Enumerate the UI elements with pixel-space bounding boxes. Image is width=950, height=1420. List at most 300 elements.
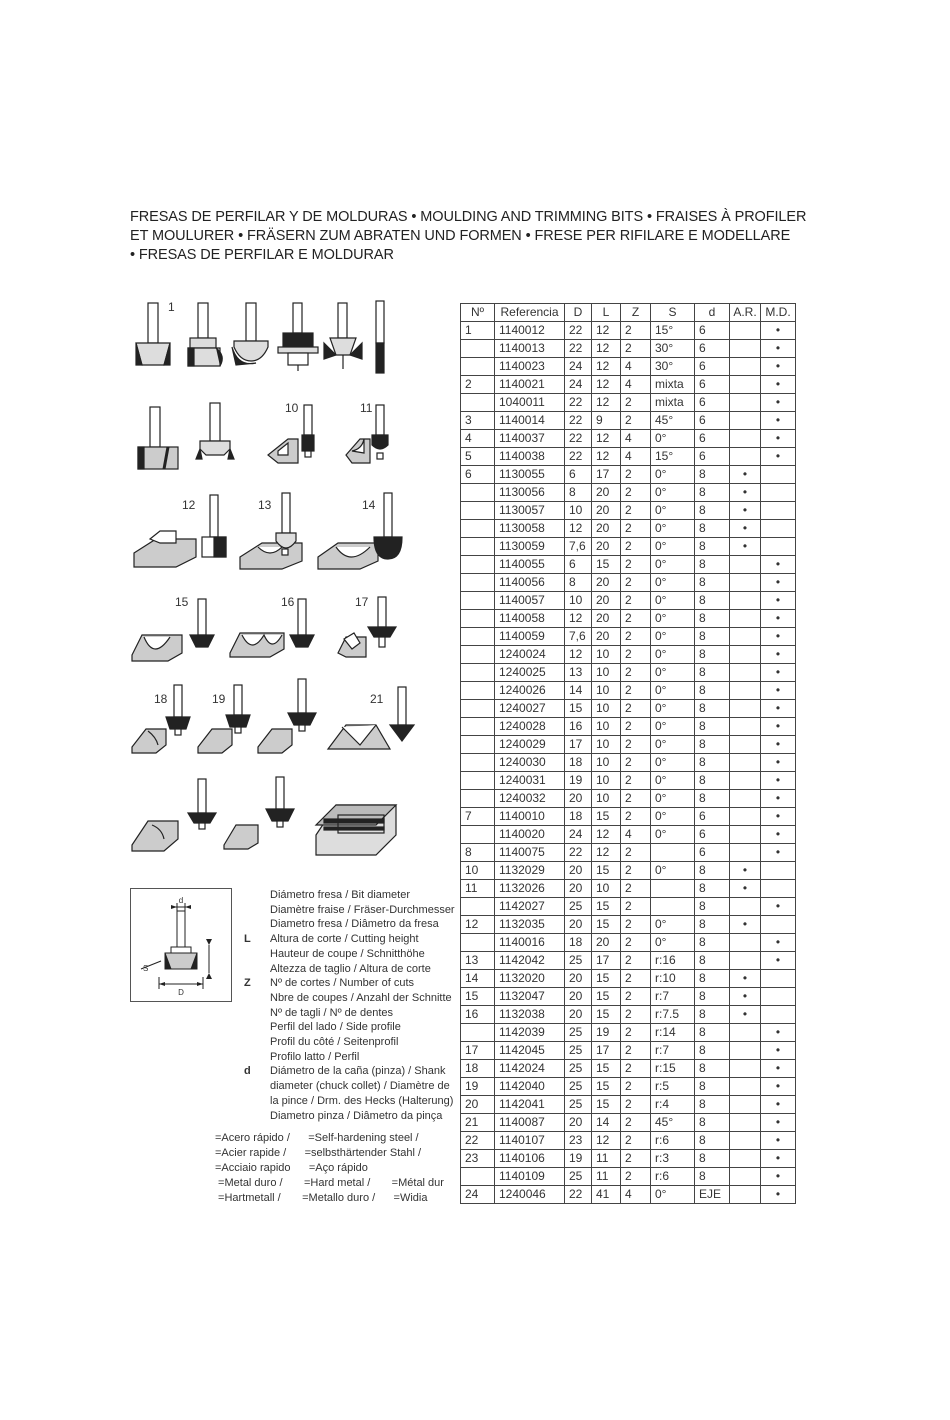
cell-ar [730, 412, 761, 430]
cell-d-diameter: 12 [565, 646, 592, 664]
cell-no: 19 [461, 1078, 495, 1096]
cell-referencia: 1140038 [495, 448, 565, 466]
cell-l: 10 [592, 664, 621, 682]
cell-shank-d: 8 [695, 484, 730, 502]
cell-ar [730, 376, 761, 394]
cell-l: 15 [592, 970, 621, 988]
cell-md: • [761, 556, 796, 574]
cell-l: 17 [592, 466, 621, 484]
cell-l: 11 [592, 1150, 621, 1168]
cell-referencia: 1140014 [495, 412, 565, 430]
figure-label-13: 13 [258, 498, 272, 512]
cell-s [651, 844, 695, 862]
cell-referencia: 1240029 [495, 736, 565, 754]
cell-s: 0° [651, 934, 695, 952]
cell-l: 10 [592, 736, 621, 754]
legend-D-line-1: Diámetro fresa / Bit diameter [270, 889, 410, 901]
cell-referencia: 1140087 [495, 1114, 565, 1132]
cell-s: 30° [651, 358, 695, 376]
cell-l: 12 [592, 448, 621, 466]
cell-s: 0° [651, 646, 695, 664]
cell-no [461, 358, 495, 376]
cell-md: • [761, 1150, 796, 1168]
cell-d-diameter: 18 [565, 934, 592, 952]
materials-legend [215, 1131, 444, 1206]
cell-referencia: 1142045 [495, 1042, 565, 1060]
cell-no: 14 [461, 970, 495, 988]
cell-l: 12 [592, 322, 621, 340]
cell-shank-d: 8 [695, 520, 730, 538]
cell-l: 10 [592, 718, 621, 736]
cell-ar [730, 1114, 761, 1132]
cell-z: 2 [621, 808, 651, 826]
cell-md: • [761, 1078, 796, 1096]
materials-line-1: =Acero rápido / =Self-hardening steel / [215, 1132, 419, 1144]
cell-l: 20 [592, 484, 621, 502]
cell-ar [730, 844, 761, 862]
cell-z: 2 [621, 484, 651, 502]
cell-shank-d: 6 [695, 844, 730, 862]
cell-z: 4 [621, 376, 651, 394]
cell-referencia: 1140021 [495, 376, 565, 394]
cell-z: 2 [621, 340, 651, 358]
cell-l: 12 [592, 358, 621, 376]
cell-s: r:3 [651, 1150, 695, 1168]
cell-no: 22 [461, 1132, 495, 1150]
cell-no: 3 [461, 412, 495, 430]
cell-d-diameter: 25 [565, 1168, 592, 1186]
table-row [461, 988, 796, 1006]
cell-md: • [761, 790, 796, 808]
cell-z: 2 [621, 952, 651, 970]
cell-md [761, 988, 796, 1006]
cell-shank-d: 8 [695, 970, 730, 988]
table-row [461, 1078, 796, 1096]
cell-d-diameter: 24 [565, 358, 592, 376]
materials-line-4: =Metal duro / =Hard metal / =Métal dur [215, 1177, 444, 1189]
cell-md [761, 1006, 796, 1024]
cell-shank-d: 8 [695, 952, 730, 970]
cell-ar [730, 556, 761, 574]
cell-z: 2 [621, 520, 651, 538]
table-row [461, 934, 796, 952]
cell-ar [730, 754, 761, 772]
cell-l: 12 [592, 376, 621, 394]
header-md: M.D. [761, 304, 796, 322]
cell-d-diameter: 7,6 [565, 628, 592, 646]
cell-shank-d: 6 [695, 412, 730, 430]
cell-s: 0° [651, 862, 695, 880]
cell-l: 20 [592, 610, 621, 628]
cell-md [761, 916, 796, 934]
table-row [461, 538, 796, 556]
legend-L-line-3: Altezza de taglio / Altura de corte [270, 962, 431, 975]
cell-md: • [761, 574, 796, 592]
key-label-s: S [143, 964, 149, 973]
cell-shank-d: 8 [695, 934, 730, 952]
cell-referencia: 1130059 [495, 538, 565, 556]
cell-shank-d: 8 [695, 700, 730, 718]
table-row [461, 970, 796, 988]
cell-shank-d: 8 [695, 754, 730, 772]
cell-l: 20 [592, 592, 621, 610]
cell-d-diameter: 20 [565, 970, 592, 988]
legend-S-line-2: Profil du côté / Seitenprofil [270, 1036, 399, 1049]
bit-1-illustration [136, 303, 170, 365]
cell-d-diameter: 23 [565, 1132, 592, 1150]
cell-s: 0° [651, 700, 695, 718]
cell-md: • [761, 934, 796, 952]
cell-md: • [761, 826, 796, 844]
title-line-2: ET MOULURER • FRÄSERN ZUM ABRATEN UND FORMEN • FRESE PER RIFILARE E MODELLARE [130, 228, 791, 244]
cell-shank-d: 8 [695, 1006, 730, 1024]
cell-l: 10 [592, 754, 621, 772]
table-row [461, 754, 796, 772]
cell-no [461, 718, 495, 736]
router-bits-illustrations [128, 295, 458, 870]
cell-z: 2 [621, 1096, 651, 1114]
cell-d-diameter: 20 [565, 988, 592, 1006]
cell-shank-d: 8 [695, 1024, 730, 1042]
cell-md [761, 502, 796, 520]
cell-ar [730, 682, 761, 700]
cell-md: • [761, 718, 796, 736]
cell-d-diameter: 10 [565, 502, 592, 520]
cell-s: 0° [651, 808, 695, 826]
cell-ar [730, 808, 761, 826]
table-row [461, 628, 796, 646]
cell-s: 0° [651, 916, 695, 934]
cell-shank-d: 8 [695, 1078, 730, 1096]
cell-z: 4 [621, 358, 651, 376]
cell-shank-d: 8 [695, 790, 730, 808]
cell-s: 0° [651, 826, 695, 844]
cell-no: 23 [461, 1150, 495, 1168]
cell-d-diameter: 6 [565, 556, 592, 574]
cell-l: 11 [592, 1168, 621, 1186]
cell-no [461, 1168, 495, 1186]
cell-s: r:10 [651, 970, 695, 988]
cell-md [761, 880, 796, 898]
cell-shank-d: 6 [695, 376, 730, 394]
cell-ar [730, 1060, 761, 1078]
cell-shank-d: 6 [695, 448, 730, 466]
legend-Z-line-2: Nbre de coupes / Anzahl der Schnitte [270, 991, 452, 1004]
cell-no [461, 682, 495, 700]
cell-ar [730, 1168, 761, 1186]
cell-referencia: 1140055 [495, 556, 565, 574]
table-row [461, 322, 796, 340]
cell-md: • [761, 430, 796, 448]
cell-l: 12 [592, 826, 621, 844]
cell-shank-d: 8 [695, 880, 730, 898]
cell-d-diameter: 22 [565, 412, 592, 430]
cell-d-diameter: 14 [565, 682, 592, 700]
cell-d-diameter: 24 [565, 826, 592, 844]
cell-md: • [761, 1114, 796, 1132]
cell-z: 2 [621, 988, 651, 1006]
cell-z: 2 [621, 1024, 651, 1042]
cell-no [461, 520, 495, 538]
cell-referencia: 1140010 [495, 808, 565, 826]
cell-referencia: 1130058 [495, 520, 565, 538]
cell-z: 2 [621, 934, 651, 952]
cell-d-diameter: 6 [565, 466, 592, 484]
bit-23-illustration [224, 777, 294, 849]
cell-l: 20 [592, 934, 621, 952]
cell-md: • [761, 322, 796, 340]
cell-ar [730, 394, 761, 412]
cell-referencia: 1140059 [495, 628, 565, 646]
cell-shank-d: 6 [695, 394, 730, 412]
cell-ar: • [730, 538, 761, 556]
legend-D-line-3: Diametro fresa / Diâmetro da fresa [270, 918, 439, 931]
header-s: S [651, 304, 695, 322]
cell-shank-d: EJE [695, 1186, 730, 1204]
table-row [461, 682, 796, 700]
header-referencia: Referencia [495, 304, 565, 322]
cell-z: 2 [621, 466, 651, 484]
cell-s: r:5 [651, 1078, 695, 1096]
cell-d-diameter: 15 [565, 700, 592, 718]
cell-z: 2 [621, 1132, 651, 1150]
cell-referencia: 1240025 [495, 664, 565, 682]
cell-ar [730, 736, 761, 754]
cell-md: • [761, 628, 796, 646]
cell-z: 2 [621, 322, 651, 340]
cell-d-diameter: 22 [565, 1186, 592, 1204]
legend-Z-key: Z [244, 977, 251, 990]
cell-s: 30° [651, 340, 695, 358]
cell-md: • [761, 1060, 796, 1078]
cell-referencia: 1142024 [495, 1060, 565, 1078]
cell-z: 2 [621, 610, 651, 628]
legend-S-line-3: Profilo latto / Perfil [270, 1050, 360, 1063]
cell-s: 0° [651, 502, 695, 520]
cell-md: • [761, 844, 796, 862]
cell-z: 2 [621, 862, 651, 880]
cell-shank-d: 8 [695, 682, 730, 700]
cell-d-diameter: 17 [565, 736, 592, 754]
cell-referencia: 1240030 [495, 754, 565, 772]
cell-md [761, 862, 796, 880]
cell-s: 0° [651, 574, 695, 592]
cell-md: • [761, 1132, 796, 1150]
cell-no [461, 934, 495, 952]
cell-no: 4 [461, 430, 495, 448]
title-line-3: • FRESAS DE PERFILAR E MOLDURAR [130, 247, 394, 263]
cell-no [461, 664, 495, 682]
cell-d-diameter: 25 [565, 1078, 592, 1096]
table-row [461, 340, 796, 358]
legend-Z-line-1: Nº de cortes / Number of cuts [270, 977, 415, 990]
cell-md: • [761, 592, 796, 610]
cell-s: r:6 [651, 1168, 695, 1186]
cell-ar [730, 898, 761, 916]
cell-ar: • [730, 484, 761, 502]
cell-shank-d: 8 [695, 466, 730, 484]
cell-md [761, 538, 796, 556]
materials-line-5: =Hartmetall / =Metallo duro / =Widia [215, 1192, 428, 1204]
cell-l: 10 [592, 772, 621, 790]
cell-shank-d: 8 [695, 862, 730, 880]
cell-md: • [761, 610, 796, 628]
cell-shank-d: 8 [695, 736, 730, 754]
table-row [461, 502, 796, 520]
cell-shank-d: 8 [695, 574, 730, 592]
cell-no [461, 502, 495, 520]
cell-z: 2 [621, 412, 651, 430]
cell-s: 0° [651, 754, 695, 772]
cell-referencia: 1240027 [495, 700, 565, 718]
cell-referencia: 1240046 [495, 1186, 565, 1204]
cell-no: 18 [461, 1060, 495, 1078]
bit-16-illustration [230, 599, 314, 657]
cell-z: 2 [621, 736, 651, 754]
cell-referencia: 1140037 [495, 430, 565, 448]
cell-d-diameter: 20 [565, 862, 592, 880]
cell-ar [730, 322, 761, 340]
cell-s: 0° [651, 790, 695, 808]
cell-ar [730, 1078, 761, 1096]
cell-referencia: 1240028 [495, 718, 565, 736]
cell-s: r:7 [651, 1042, 695, 1060]
cell-l: 12 [592, 1132, 621, 1150]
cell-referencia: 1132038 [495, 1006, 565, 1024]
legend-d-key: d [244, 1065, 251, 1078]
cell-ar: • [730, 988, 761, 1006]
cell-z: 2 [621, 682, 651, 700]
header-l: L [592, 304, 621, 322]
cell-d-diameter: 12 [565, 520, 592, 538]
table-row [461, 1060, 796, 1078]
cell-s: 0° [651, 736, 695, 754]
cell-s: 0° [651, 664, 695, 682]
cell-referencia: 1142040 [495, 1078, 565, 1096]
bit-4-illustration [278, 303, 318, 371]
cell-l: 20 [592, 520, 621, 538]
table-row [461, 790, 796, 808]
cell-no [461, 556, 495, 574]
cell-shank-d: 6 [695, 358, 730, 376]
cell-ar: • [730, 520, 761, 538]
cell-shank-d: 8 [695, 1096, 730, 1114]
table-row [461, 466, 796, 484]
cell-no: 20 [461, 1096, 495, 1114]
cell-l: 12 [592, 394, 621, 412]
cell-s: 0° [651, 592, 695, 610]
cell-l: 15 [592, 1060, 621, 1078]
cell-ar [730, 952, 761, 970]
cell-md: • [761, 1042, 796, 1060]
cell-z: 2 [621, 700, 651, 718]
cell-z: 2 [621, 772, 651, 790]
cell-s [651, 880, 695, 898]
cell-md: • [761, 646, 796, 664]
cell-ar [730, 1132, 761, 1150]
dimension-key-diagram [130, 888, 232, 1002]
cell-md [761, 970, 796, 988]
key-label-D: D [178, 988, 184, 997]
cell-shank-d: 8 [695, 664, 730, 682]
cell-shank-d: 6 [695, 322, 730, 340]
cell-md: • [761, 340, 796, 358]
table-row [461, 376, 796, 394]
cell-s: 0° [651, 610, 695, 628]
cell-ar: • [730, 1006, 761, 1024]
legend-L-line-2: Hauteur de coupe / Schnitthöhe [270, 947, 425, 960]
cell-no [461, 754, 495, 772]
bit-5-illustration [324, 303, 362, 369]
cell-d-diameter: 25 [565, 1042, 592, 1060]
cell-no: 12 [461, 916, 495, 934]
cell-s: mixta [651, 376, 695, 394]
cell-l: 14 [592, 1114, 621, 1132]
materials-line-3: =Acciaio rapido =Aço rápido [215, 1162, 368, 1174]
cell-referencia: 1040011 [495, 394, 565, 412]
cell-referencia: 1140012 [495, 322, 565, 340]
cell-no: 5 [461, 448, 495, 466]
cell-s: 0° [651, 466, 695, 484]
cell-no [461, 1024, 495, 1042]
bit-22-illustration [132, 779, 216, 851]
cell-l: 15 [592, 862, 621, 880]
table-row [461, 700, 796, 718]
cell-shank-d: 8 [695, 1168, 730, 1186]
cell-s: 0° [651, 772, 695, 790]
cell-l: 17 [592, 952, 621, 970]
cell-referencia: 1140020 [495, 826, 565, 844]
cell-s: r:6 [651, 1132, 695, 1150]
cell-md: • [761, 808, 796, 826]
cell-ar [730, 664, 761, 682]
cell-l: 20 [592, 502, 621, 520]
cell-md: • [761, 394, 796, 412]
cell-d-diameter: 19 [565, 772, 592, 790]
cell-no: 17 [461, 1042, 495, 1060]
cell-referencia: 1140058 [495, 610, 565, 628]
cell-md: • [761, 1024, 796, 1042]
cell-d-diameter: 22 [565, 340, 592, 358]
cell-ar: • [730, 502, 761, 520]
cell-ar: • [730, 916, 761, 934]
bit-6-illustration [376, 301, 384, 373]
cell-l: 10 [592, 880, 621, 898]
table-row [461, 826, 796, 844]
cell-no [461, 790, 495, 808]
table-row [461, 358, 796, 376]
cell-z: 2 [621, 592, 651, 610]
cell-referencia: 1132026 [495, 880, 565, 898]
cell-no: 1 [461, 322, 495, 340]
figure-label-1: 1 [168, 300, 175, 314]
cell-s: 0° [651, 484, 695, 502]
cell-d-diameter: 22 [565, 844, 592, 862]
cell-md [761, 466, 796, 484]
legend-L-line-1: Altura de corte / Cutting height [270, 933, 419, 946]
cell-no [461, 772, 495, 790]
cell-d-diameter: 22 [565, 430, 592, 448]
cell-shank-d: 8 [695, 1150, 730, 1168]
title-line-1: FRESAS DE PERFILAR Y DE MOLDURAS • MOULDING AND TRIMMING BITS • FRAISES À PROFILER [130, 209, 807, 225]
cell-l: 10 [592, 790, 621, 808]
cell-referencia: 1240026 [495, 682, 565, 700]
cell-ar: • [730, 880, 761, 898]
cell-ar [730, 574, 761, 592]
cell-shank-d: 8 [695, 556, 730, 574]
cell-ar [730, 340, 761, 358]
cell-ar [730, 358, 761, 376]
